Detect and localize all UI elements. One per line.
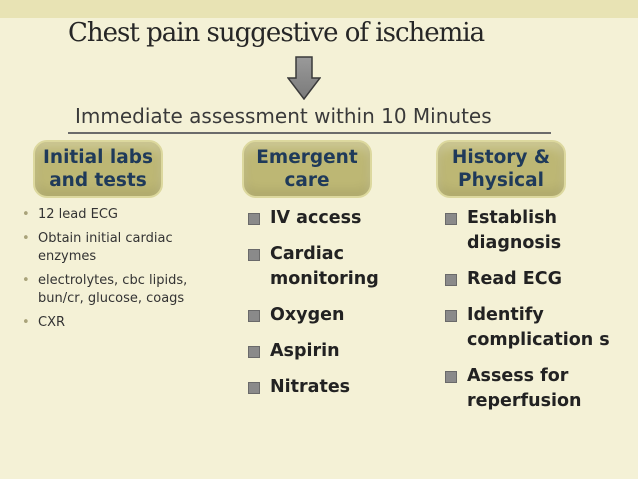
bullet-icon: • <box>22 273 30 288</box>
list-item: • electrolytes, cbc lipids, bun/cr, glucose, coags <box>22 273 188 306</box>
list-item: Identify complication s <box>445 303 635 353</box>
emergent-care-list <box>248 206 408 411</box>
box-emergent-care: Emergent care <box>242 140 372 198</box>
history-physical-list <box>445 206 635 425</box>
list-item: Assess for reperfusion <box>445 364 635 414</box>
list-item: IV access <box>248 206 408 231</box>
bullet-icon: • <box>22 315 30 330</box>
list-item: • 12 lead ECG <box>22 207 118 222</box>
list-item: • CXR <box>22 315 66 330</box>
list-item: Nitrates <box>248 375 408 400</box>
box-initial-labs: Initial labs and tests <box>33 140 163 198</box>
bullet-icon: • <box>22 207 30 222</box>
list-item: • Obtain initial cardiac enzymes <box>22 231 173 264</box>
square-bullet-icon <box>445 310 457 322</box>
down-arrow-icon <box>287 56 321 100</box>
box-history-physical: History & Physical <box>436 140 566 198</box>
list-item: Cardiac monitoring <box>248 242 408 292</box>
square-bullet-icon <box>445 213 457 225</box>
square-bullet-icon <box>248 249 260 261</box>
square-bullet-icon <box>248 310 260 322</box>
square-bullet-icon <box>248 346 260 358</box>
slide-title: Chest pain suggestive of ischemia <box>68 18 485 48</box>
bullet-icon: • <box>22 231 30 246</box>
list-item: Oxygen <box>248 303 408 328</box>
square-bullet-icon <box>248 382 260 394</box>
list-item: Read ECG <box>445 267 635 292</box>
list-item: Establish diagnosis <box>445 206 635 256</box>
square-bullet-icon <box>445 274 457 286</box>
labs-list <box>22 206 227 338</box>
divider-line <box>68 132 551 134</box>
list-item: Aspirin <box>248 339 408 364</box>
square-bullet-icon <box>248 213 260 225</box>
top-stripe <box>0 0 638 18</box>
square-bullet-icon <box>445 371 457 383</box>
subtitle: Immediate assessment within 10 Minutes <box>75 104 492 128</box>
